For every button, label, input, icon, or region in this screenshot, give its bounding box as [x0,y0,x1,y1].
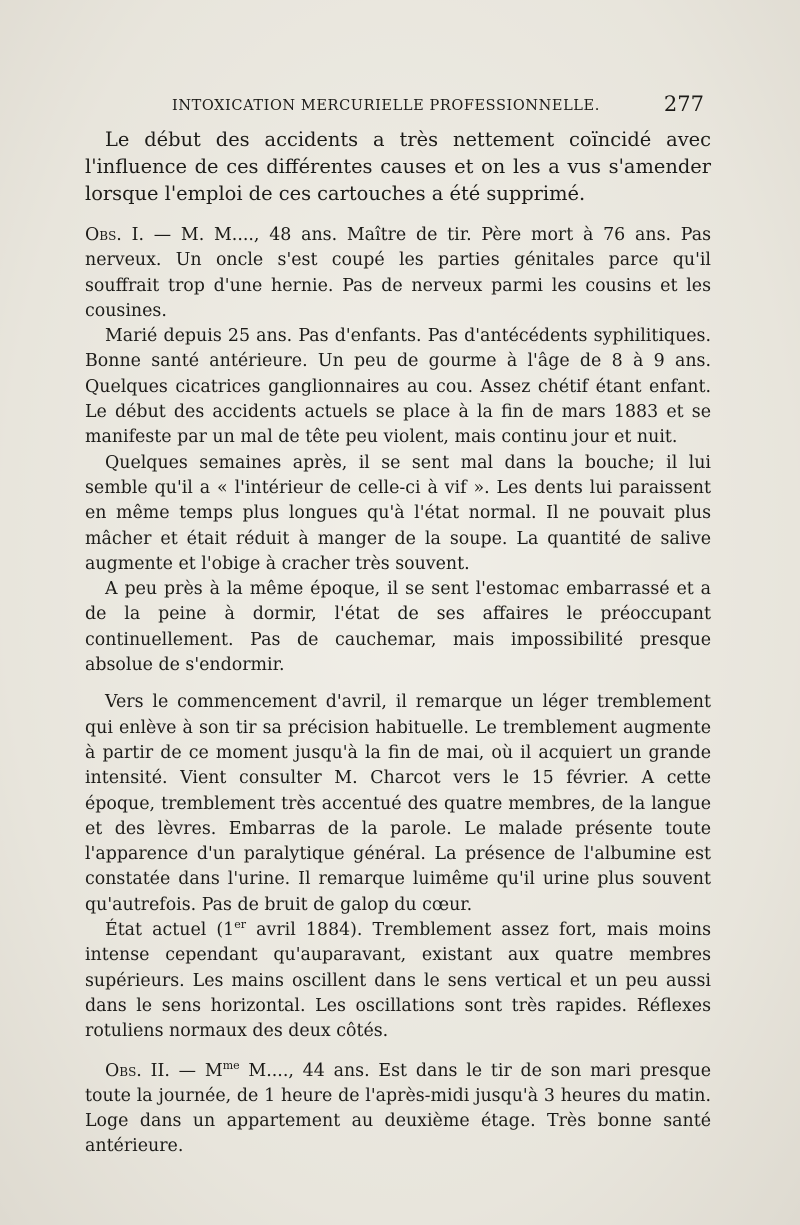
current-state-text-end: avril 1884). Tremblement assez fort, mais moins intense cependant qu'auparavant, existant aux quatre membres supérieurs. Les mains oscillent dans le sens vertical et un peu aussi dans le sens horizontal. Les oscillations sont très rapides. Réflexes rotuliens normaux des deux côtés. [85,920,711,1042]
observation-1-history-paragraph: Marié depuis 25 ans. Pas d'enfants. Pas d'antécédents syphilitiques. Bonne santé antérieure. Un peu de gourme à l'âge de 8 à 9 ans. Quelques cicatrices ganglionnaires au cou. Assez chétif étant enfant. Le début des accidents actuels se place à la fin de mars 1883 et se manifeste par un mal de tête peu violent, mais continu jour et nuit. [85,326,711,448]
running-title: INTOXICATION MERCURIELLE PROFESSIONNELLE. [172,98,600,114]
observation-2-text-end: M...., 44 ans. Est dans le tir de son mari presque toute la journée, de 1 heure de l'après-midi jusqu'à 3 heures du matin. Loge dans un appartement au deuxième étage. Très bonne santé antérieure. [85,1060,711,1157]
observation-2-text-start: — M [169,1060,223,1081]
observation-1-current-state-paragraph [85,918,711,1044]
observation-2-superscript: me [222,1058,240,1072]
observation-1-paragraph [85,223,711,324]
page-header [88,92,708,122]
current-state-superscript: er [234,918,247,932]
body-text [85,126,711,1160]
observation-2-paragraph [85,1059,711,1160]
observation-1-text: — M. M...., 48 ans. Maître de tir. Père mort à 76 ans. Pas nerveux. Un oncle s'est coupé les parties génitales parce qu'il souffrait trop d'une hernie. Pas de nerveux parmi les cousins et les cousines. [85,225,711,321]
observation-1-mouth-paragraph: Quelques semaines après, il se sent mal dans la bouche; il lui semble qu'il a « l'intérieur de celle-ci à vif ». Les dents lui paraissent en même temps plus longues qu'à l'état normal. Il ne pouvait plus mâcher et était réduit à manger de la soupe. La quantité de salive augmente et l'obige à cracher très souvent. [85,452,711,574]
observation-1-sleep-paragraph: A peu près à la même époque, il se sent l'estomac embarrassé et a de la peine à dormir, l'état de ses affaires le préoccupant continuellement. Pas de cauchemar, mais impossibilité presque absolue de s'endormir. [85,579,711,676]
observation-2-label: Obs. II. [105,1060,170,1081]
current-state-text-start: État actuel (1 [105,920,235,941]
page-number: 277 [663,92,704,116]
intro-paragraph: Le début des accidents a très nettement coïncidé avec l'influence de ces différentes causes et on les a vus s'amender lorsque l'emploi de ces cartouches a été supprimé. [85,128,711,205]
observation-1-label: Obs. I. [85,225,144,245]
observation-1-tremor-paragraph: Vers le commencement d'avril, il remarque un léger tremblement qui enlève à son tir sa précision habituelle. Le tremblement augmente à partir de ce moment jusqu'à la fin de mai, où il acquiert un grande intensité. Vient consulter M. Charcot vers le 15 février. A cette époque, tremblement très accentué des quatre membres, de la langue et des lèvres. Embarras de la parole. Le malade présente toute l'apparence d'un paralytique général. La présence de l'albumine est constatée dans l'urine. Il remarque luimême qu'il urine plus souvent qu'autrefois. Pas de bruit de galop du cœur. [85,692,711,915]
